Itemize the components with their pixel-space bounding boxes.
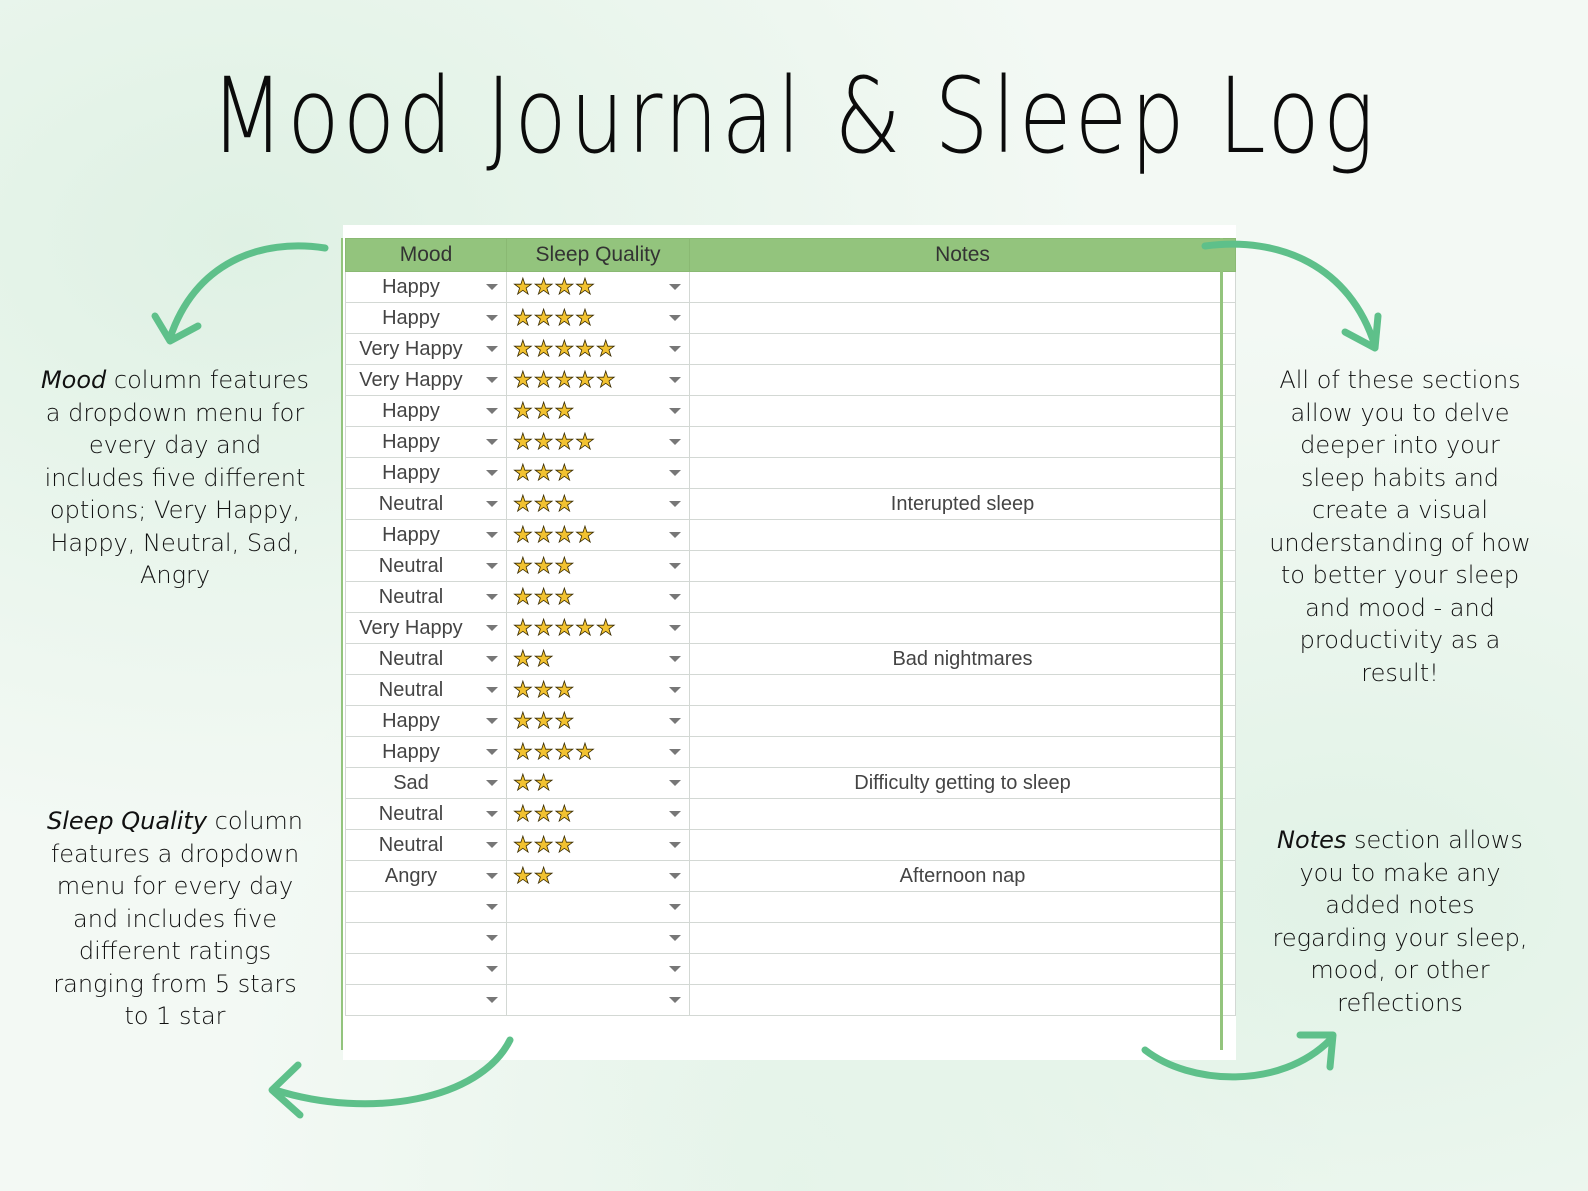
chevron-down-icon[interactable] bbox=[486, 935, 498, 941]
header-notes[interactable]: Notes bbox=[690, 239, 1236, 272]
chevron-down-icon[interactable] bbox=[669, 470, 681, 476]
notes-cell[interactable] bbox=[690, 427, 1236, 458]
star-icon: ★★★★★ bbox=[513, 336, 617, 361]
mood-dropdown[interactable] bbox=[346, 427, 507, 458]
table-row bbox=[346, 799, 1236, 830]
star-icon: ★★★★ bbox=[513, 274, 596, 299]
mood-value: Happy bbox=[382, 430, 440, 453]
mood-value: Neutral bbox=[378, 554, 444, 577]
table-left-border bbox=[341, 238, 343, 1050]
sleep-quality-dropdown[interactable] bbox=[507, 799, 690, 830]
mood-dropdown[interactable] bbox=[346, 799, 507, 830]
table-row bbox=[346, 458, 1236, 489]
chevron-down-icon[interactable] bbox=[486, 377, 498, 383]
table-row bbox=[346, 551, 1236, 582]
mood-value: Very Happy bbox=[359, 337, 463, 360]
mood-dropdown[interactable] bbox=[346, 520, 507, 551]
notes-cell[interactable] bbox=[690, 365, 1236, 396]
notes-cell[interactable] bbox=[690, 520, 1236, 551]
table-row bbox=[346, 737, 1236, 768]
table-row bbox=[346, 985, 1236, 1016]
mood-value: Happy bbox=[382, 523, 440, 546]
chevron-down-icon[interactable] bbox=[486, 532, 498, 538]
caption-notes bbox=[1265, 824, 1535, 1019]
mood-dropdown[interactable] bbox=[346, 954, 507, 985]
mood-value: Happy bbox=[382, 275, 440, 298]
mood-value: Neutral bbox=[378, 492, 444, 515]
notes-cell[interactable] bbox=[690, 706, 1236, 737]
chevron-down-icon[interactable] bbox=[669, 656, 681, 662]
sleep-quality-dropdown[interactable] bbox=[507, 954, 690, 985]
header-sleep-quality[interactable]: Sleep Quality bbox=[507, 239, 690, 272]
mood-dropdown[interactable] bbox=[346, 334, 507, 365]
table-row bbox=[346, 768, 1236, 799]
notes-cell[interactable] bbox=[690, 954, 1236, 985]
chevron-down-icon[interactable] bbox=[486, 439, 498, 445]
star-icon: ★★ bbox=[513, 646, 555, 671]
chevron-down-icon[interactable] bbox=[669, 997, 681, 1003]
table-row bbox=[346, 365, 1236, 396]
notes-cell[interactable] bbox=[690, 396, 1236, 427]
chevron-down-icon[interactable] bbox=[486, 408, 498, 414]
chevron-down-icon[interactable] bbox=[669, 625, 681, 631]
mood-value: Sad bbox=[393, 771, 429, 794]
table-row bbox=[346, 892, 1236, 923]
star-icon: ★★★ bbox=[513, 553, 576, 578]
sleep-quality-dropdown[interactable] bbox=[507, 706, 690, 737]
table-row bbox=[346, 582, 1236, 613]
star-icon: ★★★ bbox=[513, 801, 576, 826]
mood-dropdown[interactable] bbox=[346, 365, 507, 396]
mood-value: Happy bbox=[382, 306, 440, 329]
chevron-down-icon[interactable] bbox=[669, 439, 681, 445]
mood-dropdown[interactable] bbox=[346, 768, 507, 799]
notes-cell[interactable] bbox=[690, 303, 1236, 334]
star-icon: ★★★ bbox=[513, 584, 576, 609]
mood-value: Happy bbox=[382, 709, 440, 732]
chevron-down-icon[interactable] bbox=[486, 873, 498, 879]
table-row bbox=[346, 923, 1236, 954]
star-icon: ★★★ bbox=[513, 398, 576, 423]
mood-dropdown[interactable] bbox=[346, 892, 507, 923]
notes-cell[interactable] bbox=[690, 551, 1236, 582]
chevron-down-icon[interactable] bbox=[486, 315, 498, 321]
chevron-down-icon[interactable] bbox=[669, 563, 681, 569]
caption-sections-text: All of these sections allow you to delve deeper into your sleep habits and create a visual understanding of how to better your sleep and mood - and productivity as a result! bbox=[1269, 366, 1531, 687]
notes-cell[interactable] bbox=[690, 458, 1236, 489]
chevron-down-icon[interactable] bbox=[669, 532, 681, 538]
table-row bbox=[346, 613, 1236, 644]
table-row bbox=[346, 861, 1236, 892]
curved-arrow-icon-top-left bbox=[150, 238, 340, 358]
mood-value: Happy bbox=[382, 740, 440, 763]
mood-dropdown[interactable] bbox=[346, 923, 507, 954]
notes-cell[interactable] bbox=[690, 582, 1236, 613]
chevron-down-icon[interactable] bbox=[669, 873, 681, 879]
star-icon: ★★★★ bbox=[513, 305, 596, 330]
spreadsheet bbox=[343, 225, 1236, 1060]
sleep-quality-dropdown[interactable] bbox=[507, 861, 690, 892]
notes-cell[interactable] bbox=[690, 675, 1236, 706]
caption-mood bbox=[40, 364, 310, 592]
chevron-down-icon[interactable] bbox=[669, 284, 681, 290]
table-row bbox=[346, 334, 1236, 365]
star-icon: ★★★ bbox=[513, 460, 576, 485]
sleep-quality-dropdown[interactable] bbox=[507, 830, 690, 861]
chevron-down-icon[interactable] bbox=[669, 377, 681, 383]
chevron-down-icon[interactable] bbox=[486, 284, 498, 290]
mood-value: Happy bbox=[382, 399, 440, 422]
table-row bbox=[346, 427, 1236, 458]
chevron-down-icon[interactable] bbox=[486, 780, 498, 786]
sleep-quality-dropdown[interactable] bbox=[507, 892, 690, 923]
sleep-quality-dropdown[interactable] bbox=[507, 489, 690, 520]
notes-cell[interactable]: Difficulty getting to sleep bbox=[690, 768, 1236, 799]
mood-dropdown[interactable] bbox=[346, 861, 507, 892]
chevron-down-icon[interactable] bbox=[669, 687, 681, 693]
chevron-down-icon[interactable] bbox=[486, 501, 498, 507]
mood-dropdown[interactable] bbox=[346, 985, 507, 1016]
chevron-down-icon[interactable] bbox=[669, 594, 681, 600]
chevron-down-icon[interactable] bbox=[486, 346, 498, 352]
chevron-down-icon[interactable] bbox=[486, 563, 498, 569]
sleep-quality-dropdown[interactable] bbox=[507, 644, 690, 675]
chevron-down-icon[interactable] bbox=[669, 408, 681, 414]
star-icon: ★★★ bbox=[513, 677, 576, 702]
caption-sleep-quality bbox=[40, 805, 310, 1033]
mood-dropdown[interactable] bbox=[346, 551, 507, 582]
chevron-down-icon[interactable] bbox=[486, 718, 498, 724]
star-icon: ★★★ bbox=[513, 491, 576, 516]
chevron-down-icon[interactable] bbox=[669, 904, 681, 910]
mood-dropdown[interactable] bbox=[346, 644, 507, 675]
notes-cell[interactable] bbox=[690, 985, 1236, 1016]
notes-cell[interactable] bbox=[690, 737, 1236, 768]
caption-sleep-em: Sleep Quality bbox=[46, 807, 208, 835]
star-icon: ★★★★ bbox=[513, 739, 596, 764]
caption-sleep-text: column features a dropdown menu for every day and includes five different ratings ranging from 5 stars to 1 star bbox=[50, 807, 304, 1030]
mood-value: Neutral bbox=[378, 585, 444, 608]
mood-value: Neutral bbox=[378, 678, 444, 701]
chevron-down-icon[interactable] bbox=[669, 346, 681, 352]
mood-dropdown[interactable] bbox=[346, 303, 507, 334]
caption-sections bbox=[1265, 364, 1535, 689]
header-mood[interactable]: Mood bbox=[346, 239, 507, 272]
table-row bbox=[346, 272, 1236, 303]
chevron-down-icon[interactable] bbox=[486, 997, 498, 1003]
notes-cell[interactable]: Interupted sleep bbox=[690, 489, 1236, 520]
notes-cell[interactable] bbox=[690, 272, 1236, 303]
chevron-down-icon[interactable] bbox=[669, 780, 681, 786]
chevron-down-icon[interactable] bbox=[669, 966, 681, 972]
table-row bbox=[346, 303, 1236, 334]
chevron-down-icon[interactable] bbox=[669, 315, 681, 321]
chevron-down-icon[interactable] bbox=[486, 749, 498, 755]
sleep-quality-dropdown[interactable] bbox=[507, 551, 690, 582]
mood-dropdown[interactable] bbox=[346, 458, 507, 489]
sleep-quality-dropdown[interactable] bbox=[507, 458, 690, 489]
sleep-quality-dropdown[interactable] bbox=[507, 334, 690, 365]
chevron-down-icon[interactable] bbox=[669, 935, 681, 941]
mood-dropdown[interactable] bbox=[346, 830, 507, 861]
curved-arrow-icon-top-right bbox=[1200, 236, 1400, 361]
mood-value: Very Happy bbox=[359, 368, 463, 391]
mood-value: Neutral bbox=[378, 802, 444, 825]
sleep-quality-dropdown[interactable] bbox=[507, 520, 690, 551]
sleep-quality-dropdown[interactable] bbox=[507, 737, 690, 768]
mood-value: Neutral bbox=[378, 647, 444, 670]
table-row bbox=[346, 489, 1236, 520]
chevron-down-icon[interactable] bbox=[486, 842, 498, 848]
sleep-quality-dropdown[interactable] bbox=[507, 427, 690, 458]
notes-cell[interactable]: Bad nightmares bbox=[690, 644, 1236, 675]
star-icon: ★★ bbox=[513, 863, 555, 888]
curved-arrow-icon-bottom-right bbox=[1140, 1025, 1350, 1095]
mood-dropdown[interactable] bbox=[346, 675, 507, 706]
star-icon: ★★★★★ bbox=[513, 367, 617, 392]
mood-dropdown[interactable] bbox=[346, 396, 507, 427]
table-row bbox=[346, 644, 1236, 675]
chevron-down-icon[interactable] bbox=[486, 594, 498, 600]
chevron-down-icon[interactable] bbox=[669, 749, 681, 755]
notes-cell[interactable] bbox=[690, 923, 1236, 954]
sleep-quality-dropdown[interactable] bbox=[507, 582, 690, 613]
mood-value: Happy bbox=[382, 461, 440, 484]
sleep-quality-dropdown[interactable] bbox=[507, 613, 690, 644]
table-row bbox=[346, 706, 1236, 737]
sleep-quality-dropdown[interactable] bbox=[507, 923, 690, 954]
curved-arrow-icon-bottom-left bbox=[260, 1030, 520, 1130]
star-icon: ★★★ bbox=[513, 832, 576, 857]
mood-value: Angry bbox=[384, 864, 438, 887]
table-row bbox=[346, 830, 1236, 861]
chevron-down-icon[interactable] bbox=[669, 842, 681, 848]
chevron-down-icon[interactable] bbox=[486, 904, 498, 910]
star-icon: ★★★★★ bbox=[513, 615, 617, 640]
chevron-down-icon[interactable] bbox=[669, 501, 681, 507]
mood-dropdown[interactable] bbox=[346, 706, 507, 737]
chevron-down-icon[interactable] bbox=[486, 656, 498, 662]
chevron-down-icon[interactable] bbox=[486, 811, 498, 817]
mood-value: Neutral bbox=[378, 833, 444, 856]
star-icon: ★★ bbox=[513, 770, 555, 795]
caption-mood-em: Mood bbox=[40, 366, 107, 394]
notes-cell[interactable] bbox=[690, 613, 1236, 644]
star-icon: ★★★★ bbox=[513, 429, 596, 454]
notes-cell[interactable] bbox=[690, 830, 1236, 861]
mood-dropdown[interactable] bbox=[346, 737, 507, 768]
sleep-quality-dropdown[interactable] bbox=[507, 985, 690, 1016]
sleep-quality-dropdown[interactable] bbox=[507, 272, 690, 303]
mood-sleep-table bbox=[345, 238, 1236, 1016]
mood-dropdown[interactable] bbox=[346, 613, 507, 644]
chevron-down-icon[interactable] bbox=[669, 811, 681, 817]
notes-cell[interactable] bbox=[690, 892, 1236, 923]
mood-value: Very Happy bbox=[359, 616, 463, 639]
chevron-down-icon[interactable] bbox=[486, 966, 498, 972]
sleep-quality-dropdown[interactable] bbox=[507, 303, 690, 334]
caption-mood-text: column features a dropdown menu for every day and includes five different options; Very Happy, Happy, Neutral, Sad, Angry bbox=[44, 366, 310, 589]
caption-notes-em: Notes bbox=[1277, 826, 1347, 854]
chevron-down-icon[interactable] bbox=[486, 625, 498, 631]
mood-dropdown[interactable] bbox=[346, 272, 507, 303]
table-row bbox=[346, 954, 1236, 985]
table-row bbox=[346, 520, 1236, 551]
sleep-quality-dropdown[interactable] bbox=[507, 396, 690, 427]
chevron-down-icon[interactable] bbox=[669, 718, 681, 724]
chevron-down-icon[interactable] bbox=[486, 470, 498, 476]
star-icon: ★★★★ bbox=[513, 522, 596, 547]
caption-notes-text: section allows you to make any added notes regarding your sleep, mood, or other reflections bbox=[1272, 826, 1528, 1017]
notes-cell[interactable] bbox=[690, 334, 1236, 365]
mood-dropdown[interactable] bbox=[346, 489, 507, 520]
notes-cell[interactable] bbox=[690, 799, 1236, 830]
mood-dropdown[interactable] bbox=[346, 582, 507, 613]
sleep-quality-dropdown[interactable] bbox=[507, 768, 690, 799]
star-icon: ★★★ bbox=[513, 708, 576, 733]
table-row bbox=[346, 396, 1236, 427]
chevron-down-icon[interactable] bbox=[486, 687, 498, 693]
page-title: Mood Journal & Sleep Log bbox=[210, 55, 1378, 177]
sleep-quality-dropdown[interactable] bbox=[507, 675, 690, 706]
notes-cell[interactable]: Afternoon nap bbox=[690, 861, 1236, 892]
sleep-quality-dropdown[interactable] bbox=[507, 365, 690, 396]
table-header-row bbox=[346, 239, 1236, 272]
table-row bbox=[346, 675, 1236, 706]
